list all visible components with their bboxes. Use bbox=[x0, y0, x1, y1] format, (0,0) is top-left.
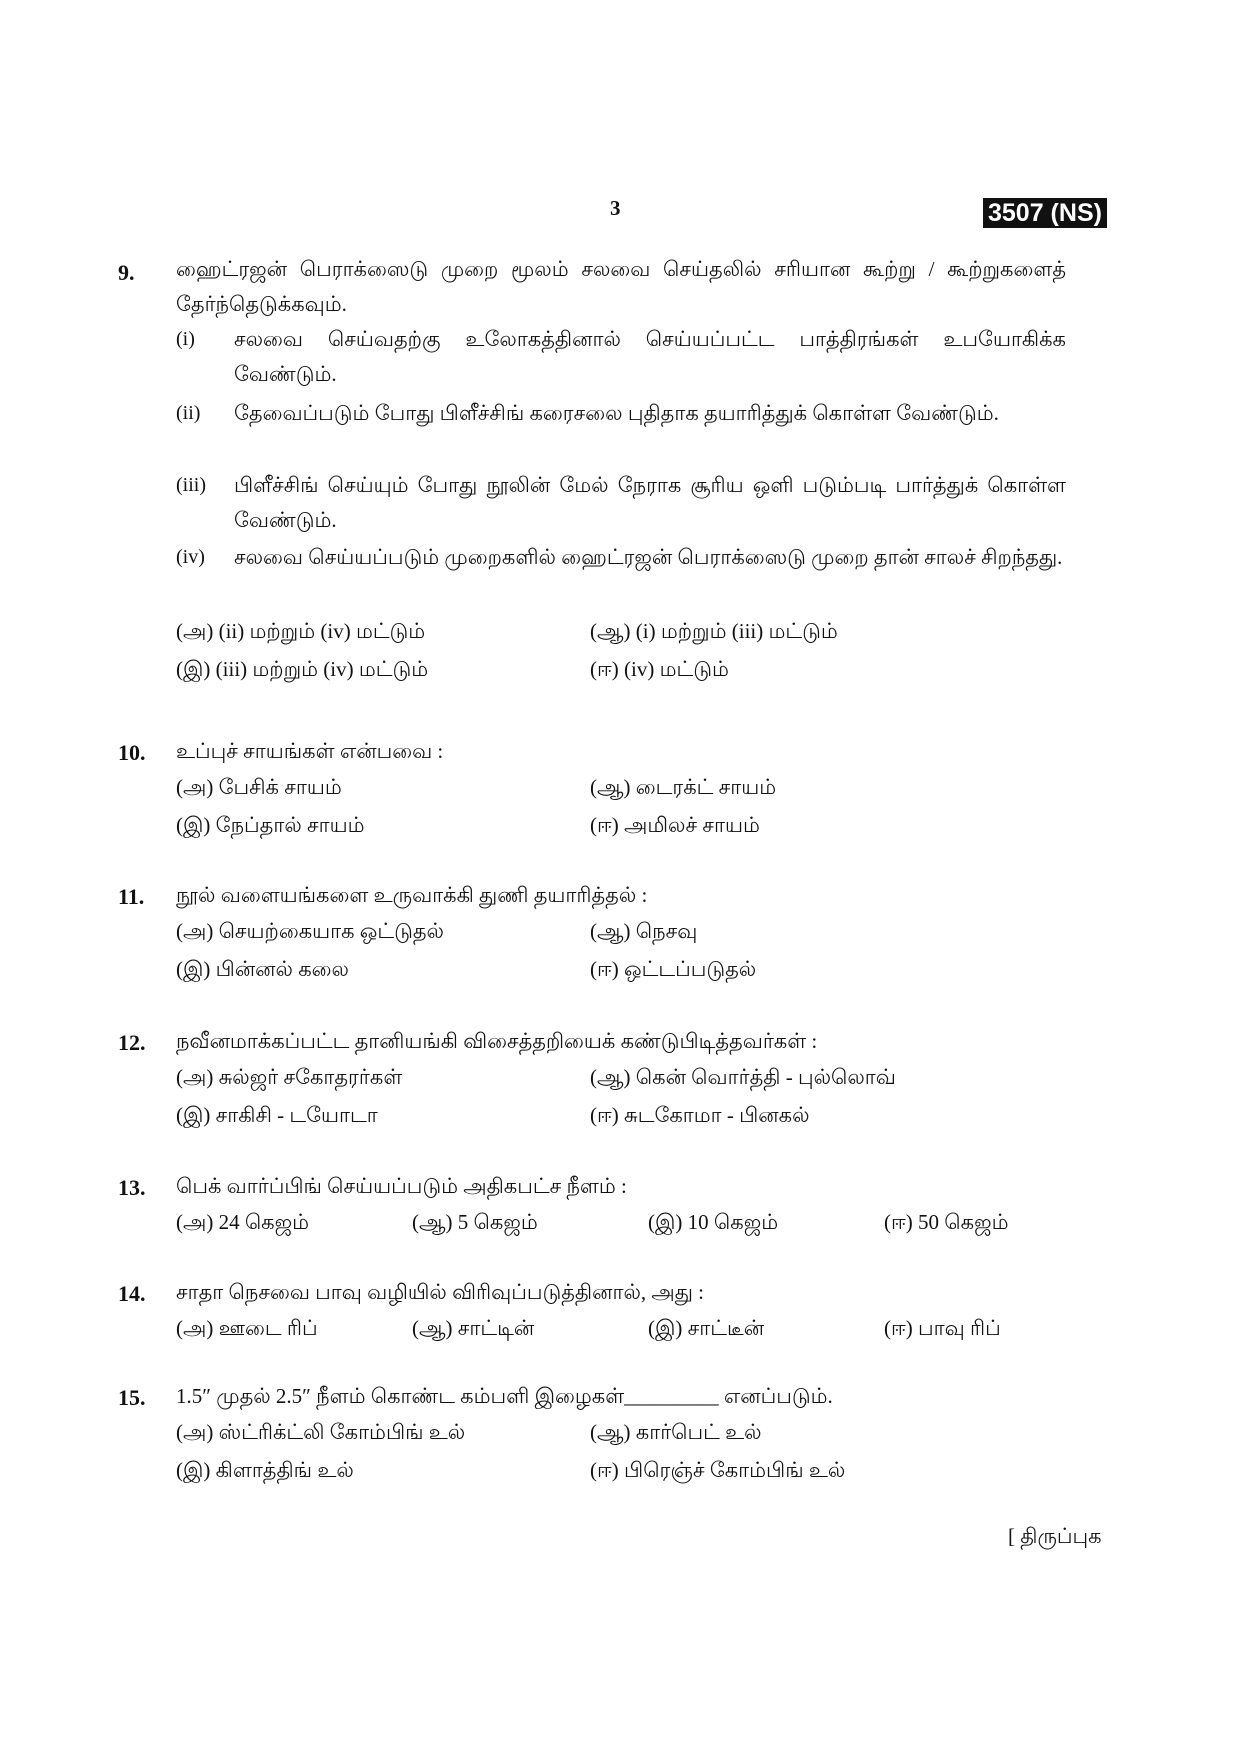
option-i[interactable]: (இ) நேப்தால் சாயம் bbox=[176, 813, 365, 837]
option-a[interactable]: (அ) 24 கெஜம் bbox=[176, 1210, 310, 1234]
option-ee[interactable]: (ஈ) (iv) மட்டும் bbox=[590, 657, 729, 681]
option-aa[interactable]: (ஆ) நெசவு bbox=[590, 919, 698, 943]
statement-text: பிளீச்சிங் செய்யும் போது நூலின் மேல் நேராக சூரிய ஒளி படும்படி பார்த்துக் கொள்ள வேண்டும். bbox=[234, 473, 1066, 532]
option-i[interactable]: (இ) சாட்டீன் bbox=[648, 1316, 765, 1340]
option-a[interactable]: (அ) ஊடை ரிப் bbox=[176, 1316, 318, 1340]
option-aa[interactable]: (ஆ) 5 கெஜம் bbox=[412, 1210, 538, 1234]
question-number: 9. bbox=[118, 260, 135, 285]
option-a[interactable]: (அ) பேசிக் சாயம் bbox=[176, 775, 342, 799]
question-number: 12. bbox=[118, 1030, 146, 1055]
question-text: ஹைட்ரஜன் பெராக்ஸைடு முறை மூலம் சலவை செய்தலில் சரியான கூற்று / கூற்றுகளைத் தேர்ந்தெடுக்கவும். bbox=[176, 257, 1066, 316]
question-number: 11. bbox=[118, 884, 145, 909]
option-aa[interactable]: (ஆ) கென் வொர்த்தி - புல்லொவ் bbox=[590, 1065, 896, 1089]
statement-number: (iii) bbox=[176, 474, 206, 496]
question-text: பெக் வார்ப்பிங் செய்யப்படும் அதிகபட்ச நீளம் : bbox=[176, 1174, 627, 1198]
option-a[interactable]: (அ) சுல்ஜர் சகோதரர்கள் bbox=[176, 1065, 403, 1089]
option-i[interactable]: (இ) 10 கெஜம் bbox=[648, 1210, 779, 1234]
question-text: 1.5″ முதல் 2.5″ நீளம் கொண்ட கம்பளி இழைகள்_________ எனப்படும். bbox=[176, 1384, 833, 1408]
question-text: உப்புச் சாயங்கள் என்பவை : bbox=[176, 739, 444, 763]
option-a[interactable]: (அ) ஸ்ட்ரிக்ட்லி கோம்பிங் உல் bbox=[176, 1420, 466, 1444]
option-ee[interactable]: (ஈ) பாவு ரிப் bbox=[884, 1316, 1001, 1340]
option-aa[interactable]: (ஆ) கார்பெட் உல் bbox=[590, 1420, 762, 1444]
option-aa[interactable]: (ஆ) டைரக்ட் சாயம் bbox=[590, 775, 777, 799]
question-number: 13. bbox=[118, 1175, 146, 1200]
question-text: சாதா நெசவை பாவு வழியில் விரிவுப்படுத்தினால், அது : bbox=[176, 1280, 705, 1304]
option-a[interactable]: (அ) (ii) மற்றும் (iv) மட்டும் bbox=[176, 619, 426, 643]
question-text: நவீனமாக்கப்பட்ட தானியங்கி விசைத்தறியைக் கண்டுபிடித்தவர்கள் : bbox=[176, 1029, 818, 1053]
option-i[interactable]: (இ) சாகிசி - டயோடா bbox=[176, 1103, 378, 1127]
option-ee[interactable]: (ஈ) அமிலச் சாயம் bbox=[590, 813, 760, 837]
statement-text: சலவை செய்யப்படும் முறைகளில் ஹைட்ரஜன் பெராக்ஸைடு முறை தான் சாலச் சிறந்தது. bbox=[234, 545, 1063, 569]
statement-number: (ii) bbox=[176, 402, 201, 424]
page-number: 3 bbox=[610, 196, 621, 220]
option-i[interactable]: (இ) பின்னல் கலை bbox=[176, 957, 349, 981]
option-ee[interactable]: (ஈ) ஒட்டப்படுதல் bbox=[590, 957, 757, 981]
statement-number: (i) bbox=[176, 328, 195, 350]
question-text: நூல் வளையங்களை உருவாக்கி துணி தயாரித்தல் : bbox=[176, 883, 648, 907]
option-i[interactable]: (இ) கிளாத்திங் உல் bbox=[176, 1458, 354, 1482]
statement-text: தேவைப்படும் போது பிளீச்சிங் கரைசலை புதிதாக தயாரித்துக் கொள்ள வேண்டும். bbox=[234, 401, 999, 425]
option-ee[interactable]: (ஈ) பிரெஞ்ச் கோம்பிங் உல் bbox=[590, 1458, 846, 1482]
paper-code-badge: 3507 (NS) bbox=[983, 198, 1107, 228]
option-a[interactable]: (அ) செயற்கையாக ஒட்டுதல் bbox=[176, 919, 444, 943]
statement-text: சலவை செய்வதற்கு உலோகத்தினால் செய்யப்பட்ட பாத்திரங்கள் உபயோகிக்க வேண்டும். bbox=[234, 327, 1066, 386]
option-aa[interactable]: (ஆ) (i) மற்றும் (iii) மட்டும் bbox=[590, 619, 838, 643]
option-ee[interactable]: (ஈ) 50 கெஜம் bbox=[884, 1210, 1009, 1234]
option-ee[interactable]: (ஈ) சுடகோமா - பினகல் bbox=[590, 1103, 810, 1127]
turn-over-note: [ திருப்புக bbox=[1008, 1524, 1102, 1548]
question-number: 14. bbox=[118, 1281, 146, 1306]
option-i[interactable]: (இ) (iii) மற்றும் (iv) மட்டும் bbox=[176, 657, 429, 681]
question-number: 15. bbox=[118, 1385, 146, 1410]
statement-number: (iv) bbox=[176, 546, 205, 568]
question-number: 10. bbox=[118, 740, 146, 765]
option-aa[interactable]: (ஆ) சாட்டின் bbox=[412, 1316, 535, 1340]
